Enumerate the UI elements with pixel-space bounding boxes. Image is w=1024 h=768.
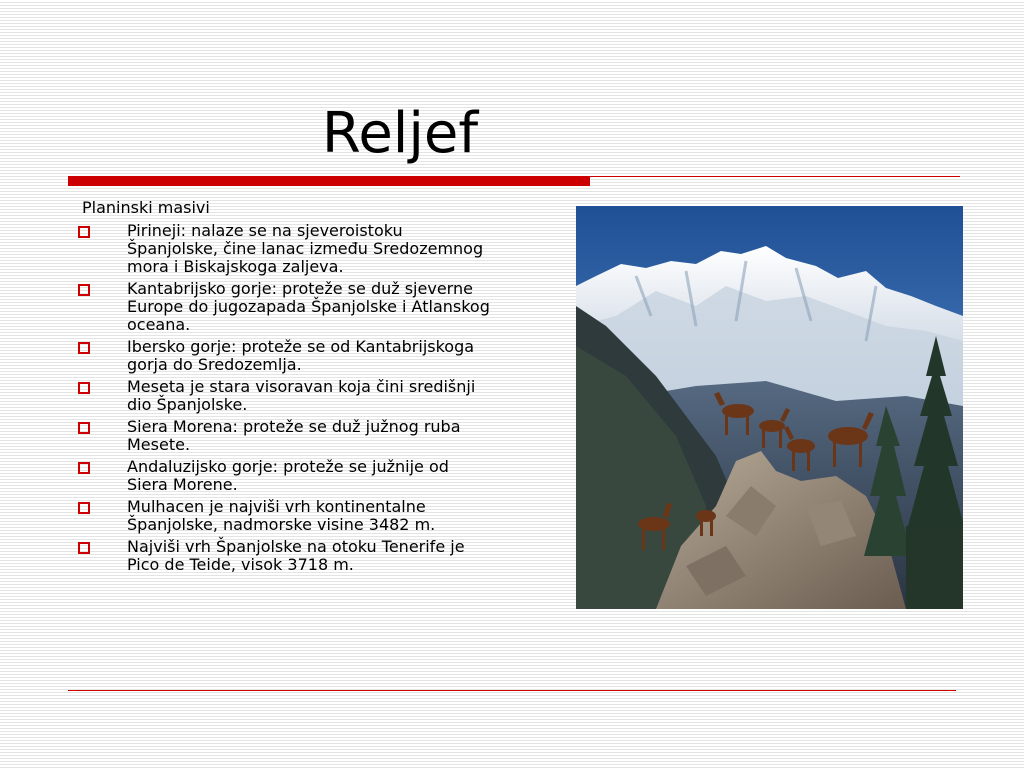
list-item-text: Siera Morena: proteže se duž južnog ruba Mesete. <box>127 417 461 454</box>
footer-rule <box>68 690 956 691</box>
list-item-text: Mulhacen je najviši vrh kontinentalne Španjolske, nadmorske visine 3482 m. <box>127 497 436 534</box>
hollow-square-bullet-icon <box>78 422 90 434</box>
list-item <box>72 458 492 494</box>
list-item-text: Pirineji: nalaze se na sjeveroistoku Španjolske, čine lanac između Sredozemnog mora i Biskajskoga zaljeva. <box>127 221 484 276</box>
hollow-square-bullet-icon <box>78 382 90 394</box>
subheading: Planinski masivi <box>82 198 210 217</box>
list-item <box>72 222 492 276</box>
hollow-square-bullet-icon <box>78 462 90 474</box>
list-item-text: Kantabrijsko gorje: proteže se duž sjeverne Europe do jugozapada Španjolske i Atlanskog oceana. <box>127 279 490 334</box>
list-item <box>72 338 492 374</box>
list-item-text: Najviši vrh Španjolske na otoku Tenerife je Pico de Teide, visok 3718 m. <box>127 537 465 574</box>
hollow-square-bullet-icon <box>78 284 90 296</box>
slide-body <box>72 198 492 578</box>
list-item <box>72 538 492 574</box>
list-item <box>72 378 492 414</box>
title-underline-thin <box>590 176 960 177</box>
slide-title: Reljef <box>321 101 479 166</box>
title-underline-thick <box>68 176 590 186</box>
list-item <box>72 498 492 534</box>
list-item-text: Meseta je stara visoravan koja čini središnji dio Španjolske. <box>127 377 476 414</box>
hollow-square-bullet-icon <box>78 342 90 354</box>
list-item <box>72 280 492 334</box>
mountain-photo <box>576 206 963 609</box>
list-item-text: Ibersko gorje: proteže se od Kantabrijskoga gorja do Sredozemlja. <box>127 337 475 374</box>
bullet-list <box>72 222 492 574</box>
list-item <box>72 418 492 454</box>
list-item-text: Andaluzijsko gorje: proteže se južnije od Siera Morene. <box>127 457 449 494</box>
hollow-square-bullet-icon <box>78 542 90 554</box>
hollow-square-bullet-icon <box>78 226 90 238</box>
hollow-square-bullet-icon <box>78 502 90 514</box>
